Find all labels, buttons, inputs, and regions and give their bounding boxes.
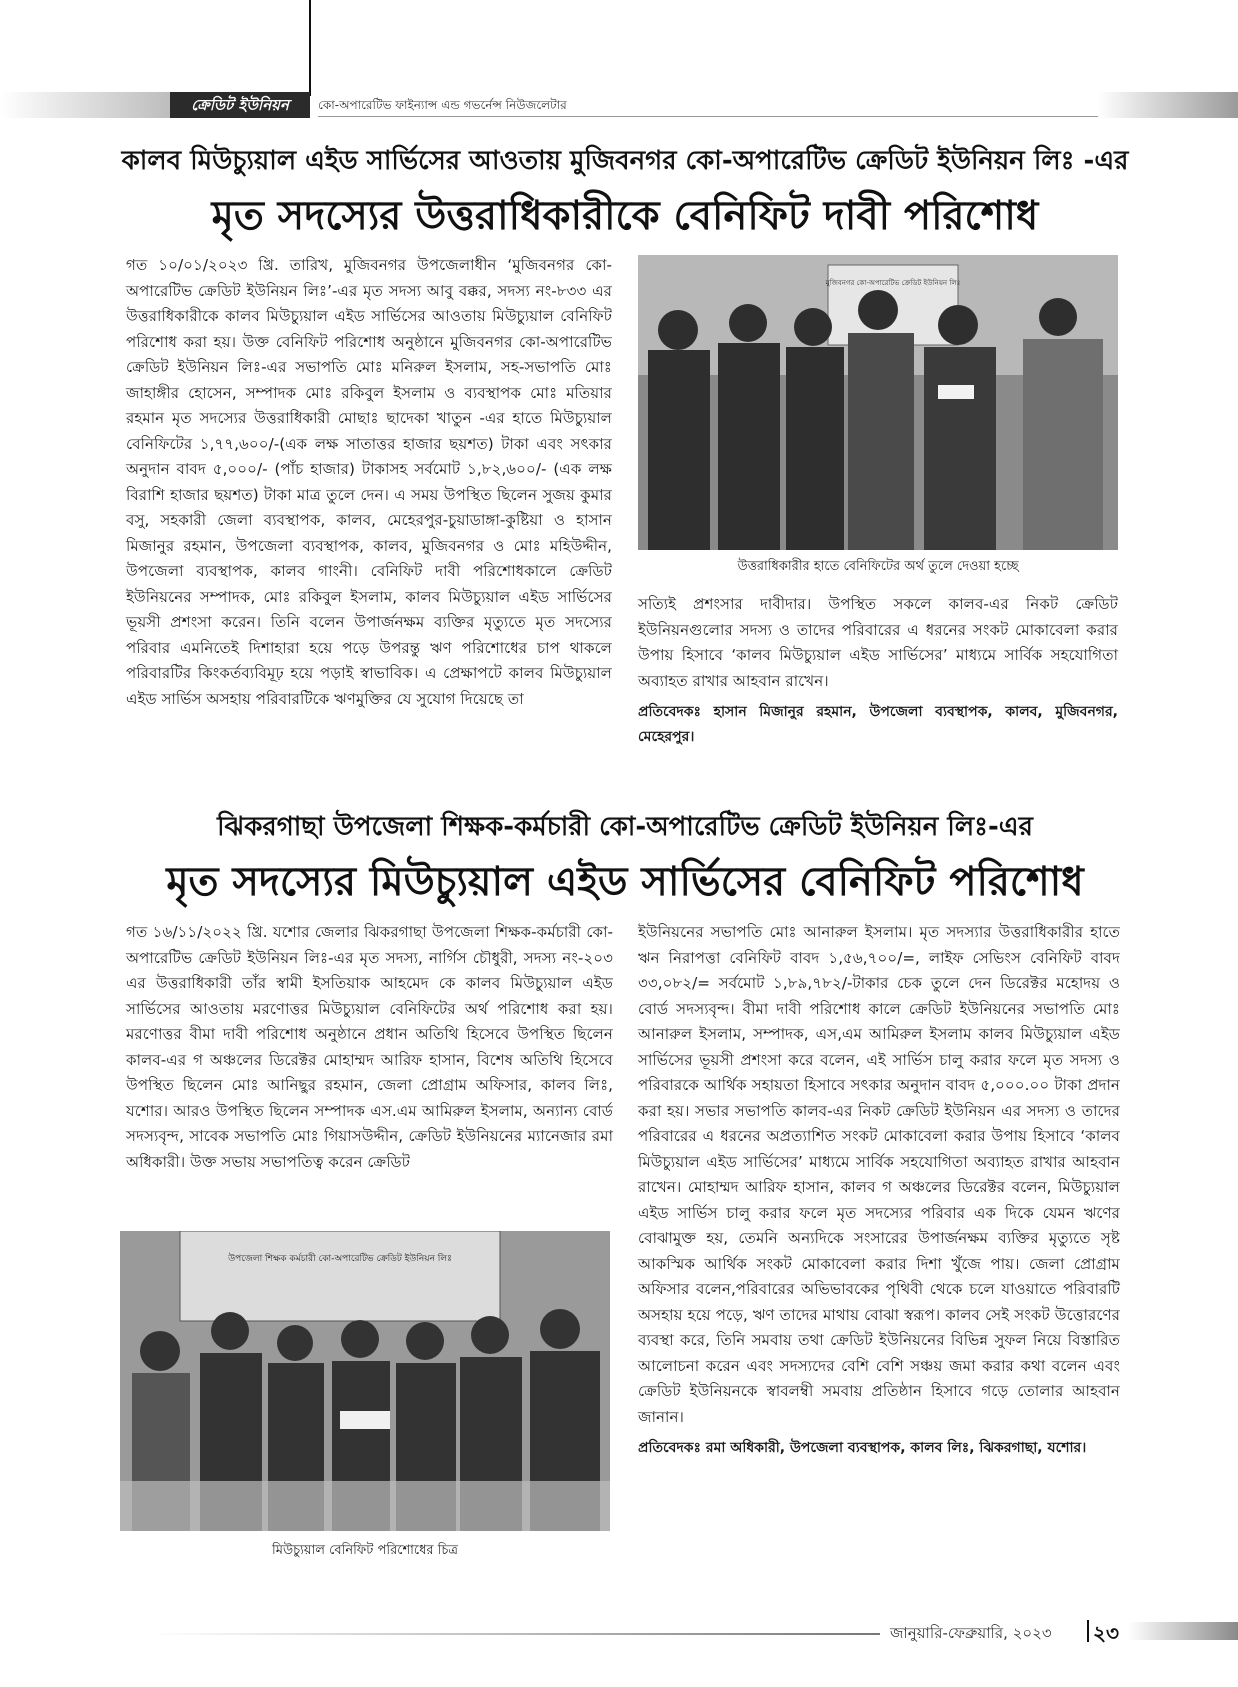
footer-gradient — [1128, 1622, 1238, 1640]
article1-reporter: প্রতিবেদকঃ হাসান মিজানুর রহমান, উপজেলা ব্যবস্থাপক, কালব, মুজিবনগর, মেহেরপুর। — [638, 704, 1118, 745]
footer-separator — [1087, 1620, 1089, 1642]
article2-photo — [120, 1231, 610, 1531]
photo1-banner-text: মুজিবনগর কো-অপারেটিভ ক্রেডিট ইউনিয়ন লিঃ — [825, 279, 961, 287]
photo-group-illustration — [120, 1231, 610, 1531]
article1-photo-caption: উত্তরাধিকারীর হাতে বেনিফিটের অর্থ তুলে দেওয়া হচ্ছে — [737, 559, 1019, 574]
article2-column-left — [126, 920, 613, 1175]
article1-photo — [638, 255, 1118, 550]
article1-body-right: সত্যিই প্রশংসার দাবীদার। উপস্থিত সকলে কালব-এর নিকট ক্রেডিট ইউনিয়নগুলোর সদস্য ও তাদের পরিবারের এ ধরনের সংকট মোকাবেলা করার উপায় হিসাবে ‘কালব মিউচ্যুয়াল এইড সার্ভিসের’ মাধ্যমে সার্বিক সহযোগিতা অব্যাহত রাখার আহবান রাখেন। — [638, 595, 1118, 690]
article1-column-right — [638, 592, 1118, 750]
article2-kicker: ঝিকরগাছা উপজেলা শিক্ষক-কর্মচারী কো-অপারেটিভ ক্রেডিট ইউনিয়ন লিঃ-এর — [217, 812, 1033, 842]
photo2-banner-text: উপজেলা শিক্ষক কর্মচারী কো-অপারেটিভ ক্রেডিট ইউনিয়ন লিঃ — [228, 1254, 452, 1264]
header-underline — [318, 116, 1098, 117]
page-number: ২৩ — [1093, 1621, 1120, 1645]
article2-column-right — [638, 920, 1120, 1461]
newsletter-title: কো-অপারেটিভ ফাইন্যান্স এন্ড গভর্নেন্স নিউজলেটার — [318, 98, 567, 112]
newsletter-logo: ক্রেডিট ইউনিয়ন — [170, 92, 310, 118]
header-gradient-left — [0, 92, 170, 118]
article1-headline: মৃত সদস্যের উত্তরাধিকারীকে বেনিফিট দাবী পরিশোধ — [211, 193, 1039, 239]
newsletter-header — [0, 92, 1238, 118]
footer-rule — [150, 1633, 880, 1635]
article1-kicker: কালব মিউচ্যুয়াল এইড সার্ভিসের আওতায় মুজিবনগর কো-অপারেটিভ ক্রেডিট ইউনিয়ন লিঃ -এর — [121, 146, 1129, 176]
photo-people-illustration — [638, 255, 1118, 550]
article1-column-left — [126, 253, 612, 712]
article2-reporter: প্রতিবেদকঃ রমা অধিকারী, উপজেলা ব্যবস্থাপক, কালব লিঃ, ঝিকরগাছা, যশোর। — [638, 1440, 1087, 1456]
top-rule — [309, 0, 311, 96]
footer-issue: জানুয়ারি-ফেব্রুয়ারি, ২০২৩ — [890, 1624, 1052, 1642]
article2-headline: মৃত সদস্যের মিউচ্যুয়াল এইড সার্ভিসের বেনিফিট পরিশোধ — [166, 859, 1084, 905]
article1-body-left: গত ১০/০১/২০২৩ খ্রি. তারিখ, মুজিবনগর উপজেলাধীন ‘মুজিবনগর কো-অপারেটিভ ক্রেডিট ইউনিয়ন লিঃ’-এর মৃত সদস্য আবু বক্কর, সদস্য নং-৮৩৩ এর উত্তরাধিকারীকে কালব মিউচ্যুয়াল এইড সার্ভিসের আওতায় মিউচ্যুয়াল বেনিফিট পরিশোধ করা হয়। উক্ত বেনিফিট পরিশোধ অনুষ্ঠানে মুজিবনগর কো-অপারেটিভ ক্রেডিট ইউনিয়ন লিঃ-এর সভাপতি মোঃ মনিরুল ইসলাম, সহ-সভাপতি মোঃ জাহাঙ্গীর হোসেন, সম্পাদক মোঃ রকিবুল ইসলাম ও ব্যবস্থাপক মোঃ মতিয়ার রহমান মৃত সদস্যের উত্তরাধিকারী মোছাঃ ছাদেকা খাতুন -এর হাতে মিউচ্যুয়াল বেনিফিটের ১,৭৭,৬০০/-(এক লক্ষ সাতাত্তর হাজার ছয়শত) টাকা এবং সৎকার অনুদান বাবদ ৫,০০০/- (পাঁচ হাজার) টাকাসহ সর্বমোট ১,৮২,৬০০/- (এক লক্ষ বিরাশি হাজার ছয়শত) টাকা মাত্র তুলে দেন। এ সময় উপস্থিত ছিলেন সুজয় কুমার বসু, সহকারী জেলা ব্যবস্থাপক, কালব, মেহেরপুর-চুয়াডাঙ্গা-কুষ্টিয়া ও হাসান মিজানুর রহমান, উপজেলা ব্যবস্থাপক, কালব, মুজিবনগর ও মোঃ মহিউদ্দীন, উপজেলা ব্যবস্থাপক, কালব গাংনী। বেনিফিট দাবী পরিশোধকালে ক্রেডিট ইউনিয়নের সম্পাদক, মোঃ রকিবুল ইসলাম, কালব মিউচ্যুয়াল এইড সার্ভিসের ভূয়সী প্রশংসা করেন। তিনি বলেন উপার্জনক্ষম ব্যক্তির মৃত্যুতে মৃত সদস্যের পরিবার এমনিতেই দিশাহারা হয়ে পড়ে উপরন্তু ঋণ পরিশোধের চাপ থাকলে পরিবারটির কিংকর্তব্যবিমূঢ় হয়ে পড়াই স্বাভাবিক। এ প্রেক্ষাপটে কালব মিউচ্যুয়াল এইড সার্ভিস অসহায় পরিবারটিকে ঋণমুক্তির যে সুযোগ দিয়েছে তা — [126, 256, 612, 708]
article2-body-right: ইউনিয়নের সভাপতি মোঃ আনারুল ইসলাম। মৃত সদস্যার উত্তরাধিকারীর হাতে ঋন নিরাপত্তা বেনিফিট বাবদ ১,৫৬,৭০০/=, লাইফ সেভিংস বেনিফিট বাবদ ৩৩,০৮২/= সর্বমোট ১,৮৯,৭৮২/-টাকার চেক তুলে দেন ডিরেক্টর মহোদয় ও বোর্ড সদস্যবৃন্দ। বীমা দাবী পরিশোধ কালে ক্রেডিট ইউনিয়নের সভাপতি মোঃ আনারুল ইসলাম, সম্পাদক, এস,এম আমিরুল ইসলাম কালব মিউচ্যুয়াল এইড সার্ভিসের ভূয়সী প্রশংসা করে বলেন, এই সার্ভিস চালু করার ফলে মৃত সদস্য ও পরিবারকে আর্থিক সহায়তা হিসাবে সৎকার অনুদান বাবদ ৫,০০০.০০ টাকা প্রদান করা হয়। সভার সভাপতি কালব-এর নিকট ক্রেডিট ইউনিয়ন এর সদস্য ও তাদের পরিবারের এ ধরনের অপ্রত্যাশিত সংকট মোকাবেলা করার উপায় হিসাবে ‘কালব মিউচ্যুয়াল এইড সার্ভিসের’ মাধ্যমে সার্বিক সহযোগিতা অব্যাহত রাখার আহবান রাখেন। মোহাম্মদ আরিফ হাসান, কালব গ অঞ্চলের ডিরেক্টর বলেন, মিউচ্যুয়াল এইড সার্ভিস চালু করার ফলে মৃত সদস্যের পরিবার এক দিকে যেমন ঋণের বোঝামুক্ত হয়, তেমনি অন্যদিকে সংসারের উপার্জনক্ষম ব্যক্তির মৃত্যুতে সৃষ্ট আকস্মিক আর্থিক সংকট মোকাবেলা করার দিশা খুঁজে পায়। জেলা প্রোগ্রাম অফিসার বলেন,পরিবারের অভিভাবকের পৃথিবী থেকে চলে যাওয়াতে পরিবারটি অসহায় হয়ে পড়ে, ঋণ তাদের মাথায় বোঝা স্বরূপ। কালব সেই সংকট উত্তোরণের ব্যবস্থা করে, তিনি সমবায় তথা ক্রেডিট ইউনিয়নের বিভিন্ন সুফল নিয়ে বিস্তারিত আলোচনা করেন এবং সদস্যদের বেশি বেশি সঞ্চয় জমা করার কথা বলেন এবং ক্রেডিট ইউনিয়নকে স্বাবলম্বী সমবায় প্রতিষ্ঠান হিসাবে গড়ে তোলার আহবান জানান। — [638, 923, 1120, 1426]
article2-photo-caption: মিউচ্যুয়াল বেনিফিট পরিশোধের চিত্র — [272, 1543, 458, 1558]
article2-body-left: গত ১৬/১১/২০২২ খ্রি. যশোর জেলার ঝিকরগাছা উপজেলা শিক্ষক-কর্মচারী কো-অপারেটিভ ক্রেডিট ইউনিয়ন লিঃ-এর মৃত সদস্য, নার্গিস চৌধুরী, সদস্য নং-২০৩ এর উত্তরাধিকারী তাঁর স্বামী ইসতিয়াক আহমেদ কে কালব মিউচ্যুয়াল এইড সার্ভিসের আওতায় মরণোত্তর মিউচ্যুয়াল বেনিফিটের অর্থ পরিশোধ করা হয়। মরণোত্তর বীমা দাবী পরিশোধ অনুষ্ঠানে প্রধান অতিথি হিসেবে উপস্থিত ছিলেন কালব-এর গ অঞ্চলের ডিরেক্টর মোহাম্মদ আরিফ হাসান, বিশেষ অতিথি হিসেবে উপস্থিত ছিলেন মোঃ আনিছুর রহমান, জেলা প্রোগ্রাম অফিসার, কালব লিঃ, যশোর। আরও উপস্থিত ছিলেন সম্পাদক এস.এম আমিরুল ইসলাম, অন্যান্য বোর্ড সদস্যবৃন্দ, সাবেক সভাপতি মোঃ গিয়াসউদ্দীন, ক্রেডিট ইউনিয়নের ম্যানেজার রমা অধিকারী। উক্ত সভায় সভাপতিত্ব করেন ক্রেডিট — [126, 923, 613, 1171]
header-gradient-right — [1098, 92, 1238, 118]
